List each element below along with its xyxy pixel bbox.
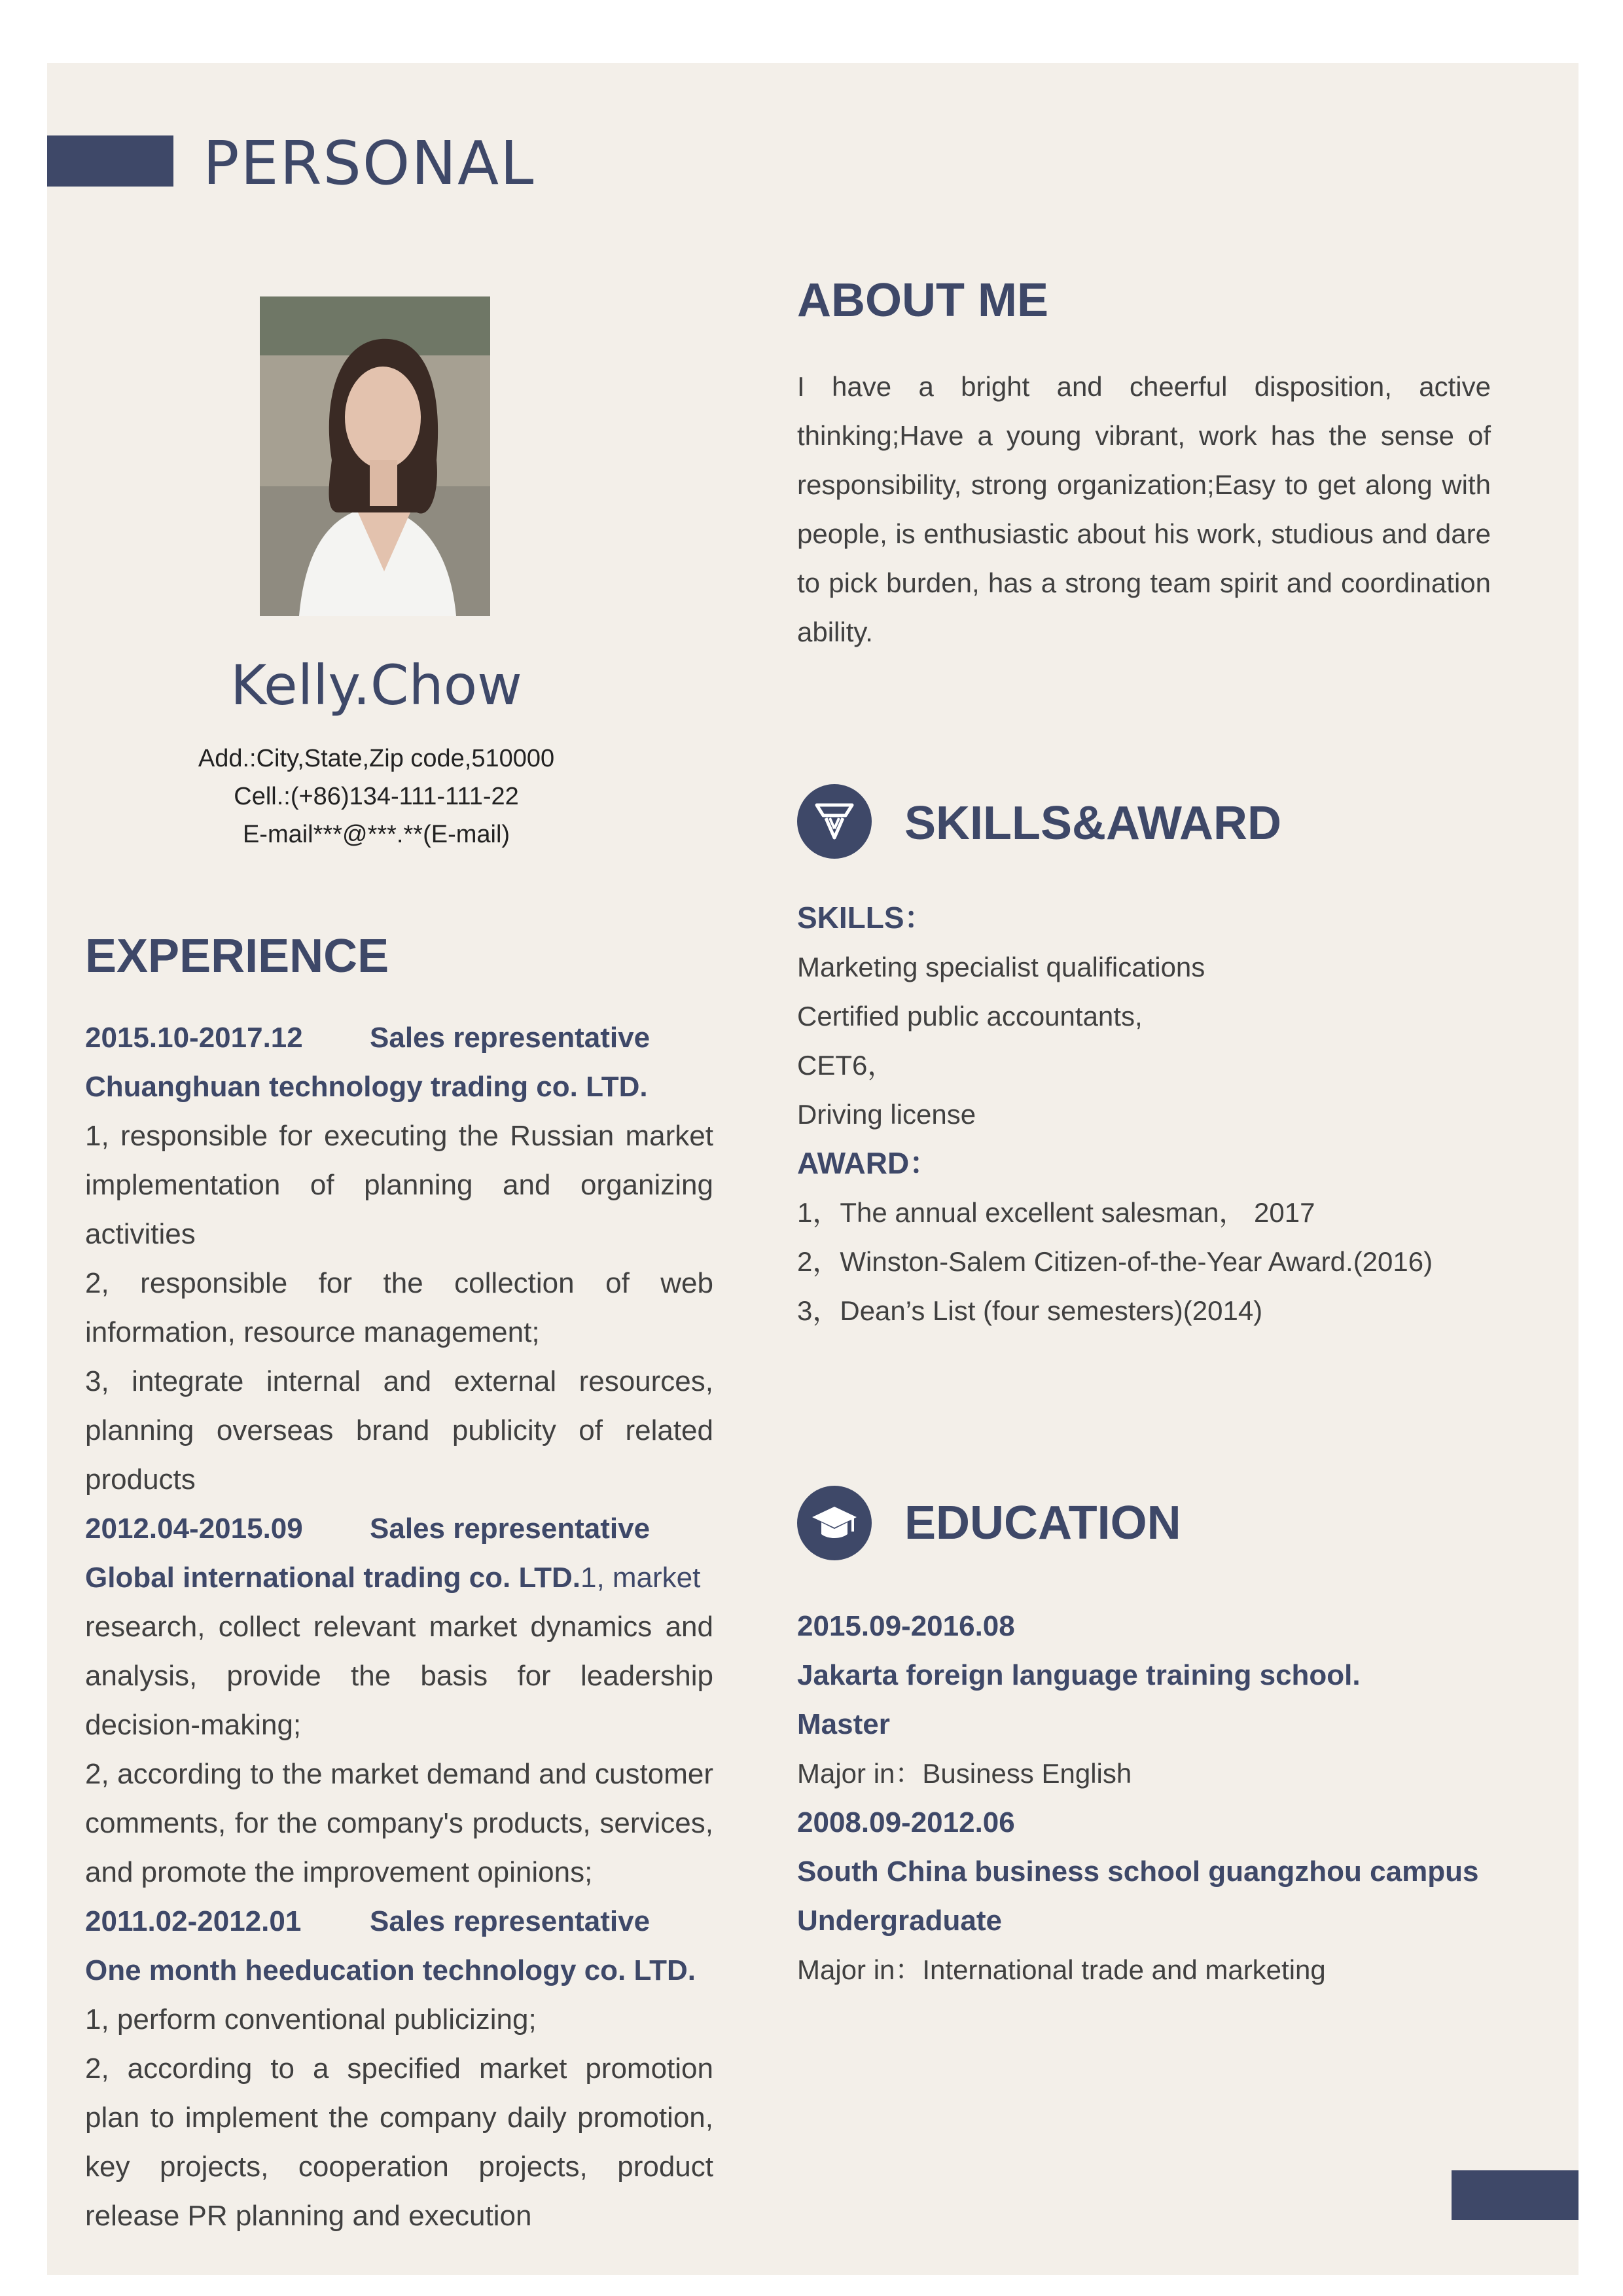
job-duty: 2, responsible for the collection of web information, resource management; (85, 1267, 713, 1348)
education-list (797, 1602, 1517, 1994)
footer-accent-bar (1452, 2170, 1578, 2220)
badge-icon (797, 784, 872, 859)
job-duty: 3, integrate internal and external resources, planning overseas brand publicity of related products (85, 1365, 713, 1496)
job-company: Chuanghuan technology trading co. LTD. (85, 1071, 648, 1103)
education-major: Major in：International trade and marketing (797, 1954, 1326, 1985)
about-title: ABOUT ME (797, 274, 1048, 327)
skills-label: SKILLS： (797, 901, 935, 935)
job-duty: 1, perform conventional publicizing; (85, 2003, 537, 2036)
job-duty: research, collect relevant market dynamics and analysis, provide the basis for leadership decision-making; (85, 1611, 713, 1741)
job-duty: 1, responsible for executing the Russian market implementation of planning and organizing activities (85, 1120, 713, 1250)
about-text: I have a bright and cheerful disposition, active thinking;Have a young vibrant, work has the sense of responsibility, strong organization;Easy to get along with people, is enthusiastic about his work, studious and dare to pick burden, has a strong team spirit and coordination ability. (797, 371, 1491, 647)
job-duty-lead: 1, market (580, 1562, 701, 1594)
experience-title: EXPERIENCE (85, 930, 389, 982)
skills-award-title: SKILLS&AWARD (904, 797, 1281, 850)
education-degree: Undergraduate (797, 1905, 1002, 1937)
education-degree: Master (797, 1708, 890, 1740)
job-entry (85, 1897, 713, 2240)
address: Add.:City,State,Zip code,510000 (198, 745, 555, 772)
skill-item: Driving license (797, 1099, 976, 1130)
job-date: 2012.04-2015.09 (85, 1513, 303, 1545)
job-entry (85, 1013, 713, 1504)
education-major: Major in：Business English (797, 1758, 1132, 1789)
experience-list (85, 1013, 713, 2240)
email: E-mail***@***.**(E-mail) (242, 821, 510, 848)
education-school: Jakarta foreign language training school. (797, 1659, 1361, 1691)
education-entry (797, 1602, 1517, 1798)
education-school: South China business school guangzhou campus (797, 1856, 1479, 1888)
skill-item: Marketing specialist qualifications (797, 952, 1205, 982)
education-title: EDUCATION (904, 1497, 1181, 1549)
award-item: 1，The annual excellent salesman， 2017 (797, 1197, 1315, 1228)
profile-photo (260, 296, 490, 616)
skills-section (797, 893, 1517, 1335)
award-item: 3，Dean’s List (four semesters)(2014) (797, 1295, 1263, 1326)
education-date: 2008.09-2012.06 (797, 1806, 1015, 1839)
award-item: 2，Winston-Salem Citizen-of-the-Year Award.(2016) (797, 1246, 1433, 1277)
job-position: Sales representative (370, 1022, 651, 1054)
skill-item: CET6， (797, 1050, 895, 1081)
award-label: AWARD： (797, 1146, 940, 1180)
job-position: Sales representative (370, 1905, 651, 1937)
job-duty: 2, according to a specified market promotion plan to implement the company daily promotion, key projects, cooperation projects, product release PR planning and execution (85, 2053, 713, 2232)
person-name: Kelly.Chow (230, 653, 522, 717)
job-company: One month heeducation technology co. LTD. (85, 1954, 696, 1986)
contact-info (131, 740, 622, 853)
job-date: 2015.10-2017.12 (85, 1022, 303, 1054)
job-entry (85, 1504, 713, 1897)
job-date: 2011.02-2012.01 (85, 1905, 302, 1937)
header-accent-bar (47, 135, 173, 187)
job-duty: 2, according to the market demand and customer comments, for the company's products, services, and promote the improvement opinions; (85, 1758, 713, 1888)
job-company: Global international trading co. LTD. (85, 1562, 580, 1594)
job-position: Sales representative (370, 1513, 651, 1545)
education-entry (797, 1798, 1517, 1994)
phone: Cell.:(+86)134-111-111-22 (234, 783, 519, 810)
skill-item: Certified public accountants, (797, 1001, 1143, 1031)
education-date: 2015.09-2016.08 (797, 1610, 1015, 1642)
graduation-cap-icon (797, 1486, 872, 1560)
page-title: PERSONAL (203, 128, 535, 198)
